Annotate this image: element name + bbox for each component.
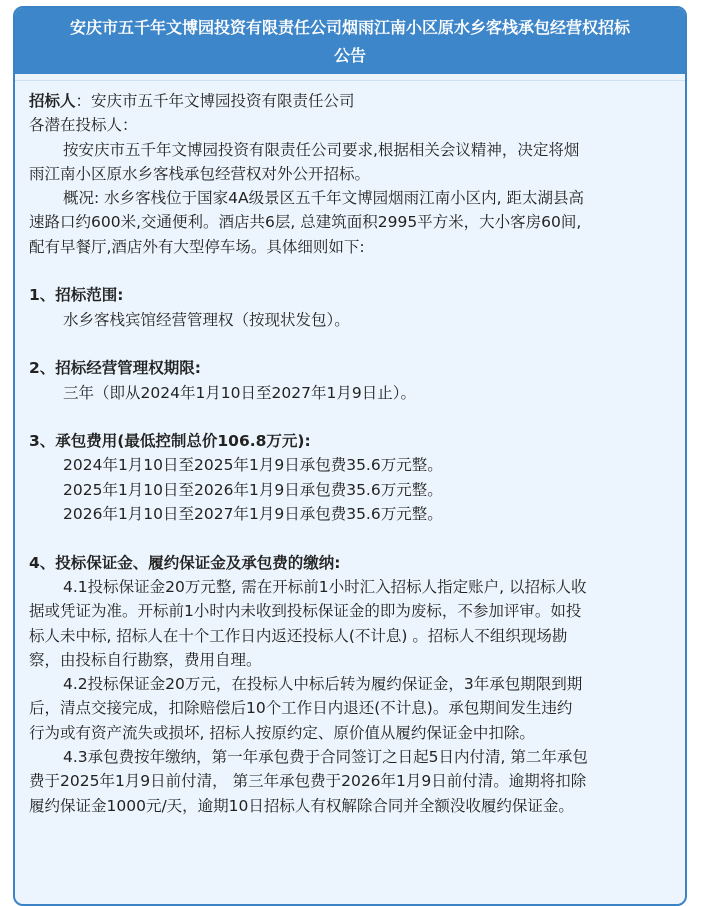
section-text: 三年（即从2024年1月10日至2027年1月9日止）。 <box>63 383 416 402</box>
overview-line: 概况: 水乡客栈位于国家4A级景区五千年文博园烟雨江南小区内, 距太湖县高 <box>63 189 584 208</box>
intro-line: 雨江南小区原水乡客栈承包经营权对外公开招标。 <box>29 164 371 183</box>
overview-line: 配有早餐厅,酒店外有大型停车场。具体细则如下: <box>29 237 365 256</box>
title-line-2: 公告 <box>333 46 366 65</box>
intro-line: 按安庆市五千年文博园投资有限责任公司要求,根据相关会议精神，决定将烟 <box>63 140 580 159</box>
section-heading: 4、投标保证金、履约保证金及承包费的缴纳: <box>29 553 341 572</box>
section-text: 4.2投标保证金20万元，在投标人中标后转为履约保证金，3年承包期限到期 <box>63 675 583 694</box>
section-text: 2025年1月10日至2026年1月9日承包费35.6万元整。 <box>63 480 443 499</box>
tenderer-value: ：安庆市五千年文博园投资有限责任公司 <box>75 92 355 110</box>
section-text: 2026年1月10日至2027年1月9日承包费35.6万元整。 <box>63 505 443 524</box>
overview-line: 速路口约600米,交通便利。酒店共6层, 总建筑面积2995平方米，大小客房60间, <box>29 213 582 232</box>
section-text: 费于2025年1月9日前付清， 第三年承包费于2026年1月9日前付清。逾期将扣除 <box>29 772 587 791</box>
tenderer-line <box>29 89 669 113</box>
section-text: 标人未中标, 招标人在十个工作日内返还投标人(不计息) 。招标人不组织现场勘 <box>29 626 568 645</box>
section-text: 察，由投标自行勘察，费用自理。 <box>29 650 262 669</box>
section-text: 据或凭证为准。开标前1小时内未收到投标保证金的即为废标，不参加评审。如投 <box>29 602 582 621</box>
title-line-1: 安庆市五千年文博园投资有限责任公司烟雨江南小区原水乡客栈承包经营权招标 <box>69 18 630 37</box>
section-heading: 1、招标范围: <box>29 286 124 305</box>
announcement-title <box>15 8 685 74</box>
section-text: 水乡客栈宾馆经营管理权（按现状发包）。 <box>63 310 350 329</box>
section-text: 履约保证金1000元/天，逾期10日招标人有权解除合同并全额没收履约保证金。 <box>29 796 574 815</box>
section-text: 后，清点交接完成，扣除赔偿后10个工作日内退还(不计息)。承包期间发生违约 <box>29 699 573 718</box>
section-text: 4.1投标保证金20万元整, 需在开标前1小时汇入招标人指定账户, 以招标人收 <box>63 577 587 596</box>
tenderer-label: 招标人 <box>29 92 76 110</box>
greeting: 各潜在投标人： <box>29 116 138 135</box>
section-heading: 3、承包费用(最低控制总价106.8万元): <box>29 432 311 451</box>
section-text: 行为或有资产流失或损坏, 招标人按原约定、原价值从履约保证金中扣除。 <box>29 723 535 742</box>
section-text: 4.3承包费按年缴纳，第一年承包费于合同签订之日起5日内付清, 第二年承包 <box>63 748 588 767</box>
section-text: 2024年1月10日至2025年1月9日承包费35.6万元整。 <box>63 456 443 475</box>
announcement-body <box>15 80 685 818</box>
section-heading: 2、招标经营管理权期限: <box>29 359 201 378</box>
announcement-panel <box>13 6 687 906</box>
